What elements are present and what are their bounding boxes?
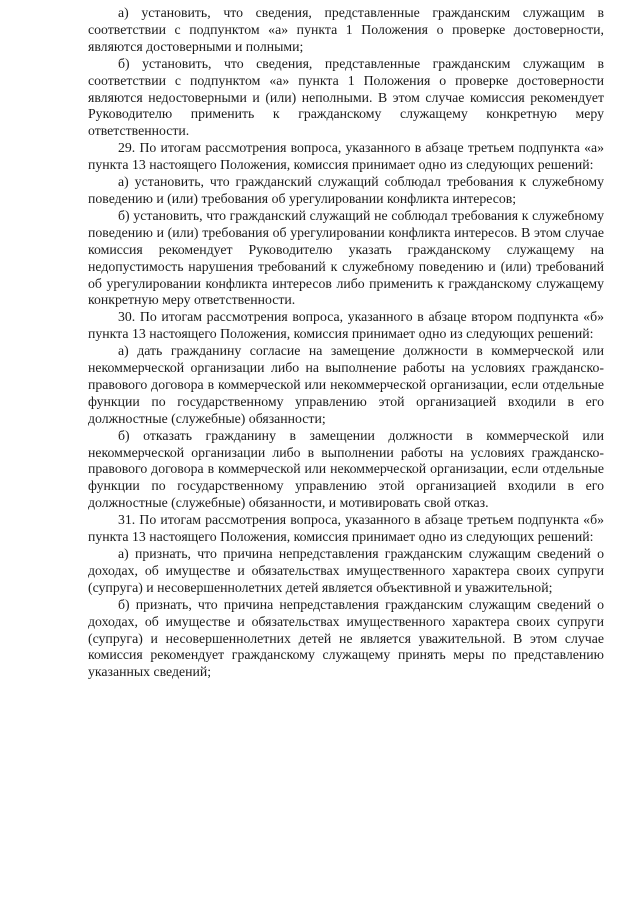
paragraph-28a: а) установить, что сведения, представленные гражданским служащим в соответствии с подпунктом «а» пункта 1 Положения о проверке достоверности, являются достоверными и полными; <box>88 5 604 54</box>
paragraph-30b: б) отказать гражданину в замещении должности в коммерческой или некоммерческой организации либо в выполнении работы на условиях гражданско-правового договора в коммерческой или некоммерческой организации, если отдельные функции по государственному управлению этой организацией входили в его должностные (служебные) обязанности, и мотивировать свой отказ. <box>88 427 604 511</box>
paragraph-31a: а) признать, что причина непредставления гражданским служащим сведений о доходах, об имуществе и обязательствах имущественного характера своих супруги (супруга) и несовершеннолетних детей является объективной и уважительной; <box>88 546 604 595</box>
paragraph-30a: а) дать гражданину согласие на замещение должности в коммерческой или некоммерческой организации либо на выполнение работы на условиях гражданско-правового договора в коммерческой или некоммерческой организации, если отдельные функции по государственному управлению этой организацией входили в его должностные (служебные) обязанности; <box>88 343 604 426</box>
paragraph-31b: б) признать, что причина непредставления гражданским служащим сведений о доходах, об имуществе и обязательствах имущественного характера своих супруги (супруга) и несовершеннолетних детей не является уважительной. В этом случае комиссия рекомендует гражданскому служащему принять меры по представлению указанных сведений; <box>88 596 604 680</box>
paragraph-29a: а) установить, что гражданский служащий соблюдал требования к служебному поведению и (или) требования об урегулировании конфликта интересов; <box>88 174 604 206</box>
paragraph-31: 31. По итогам рассмотрения вопроса, указанного в абзаце третьем подпункта «б» пункта 13 настоящего Положения, комиссия принимает одно из следующих решений: <box>88 512 604 545</box>
paragraph-28b: б) установить, что сведения, представленные гражданским служащим в соответствии с подпунктом «а» пункта 1 Положения о проверке достоверности являются недостоверными и (или) неполными. В этом случае комиссия рекомендует Руководителю применить к гражданскому служащему конкретную меру ответственности. <box>88 55 604 139</box>
paragraph-30: 30. По итогам рассмотрения вопроса, указанного в абзаце втором подпункта «б» пункта 13 настоящего Положения, комиссия принимает одно из следующих решений: <box>88 309 604 342</box>
paragraph-29: 29. По итогам рассмотрения вопроса, указанного в абзаце третьем подпункта «а» пункта 13 настоящего Положения, комиссия принимает одно из следующих решений: <box>88 140 604 173</box>
paragraph-29b: б) установить, что гражданский служащий не соблюдал требования к служебному поведению и (или) требования об урегулировании конфликта интересов. В этом случае комиссия рекомендует Руководителю указать гражданскому служащему на недопустимость нарушения требований к служебному поведению и (или) требований об урегулировании конфликта интересов либо применить к гражданскому служащему конкретную меру ответственности. <box>88 207 604 308</box>
